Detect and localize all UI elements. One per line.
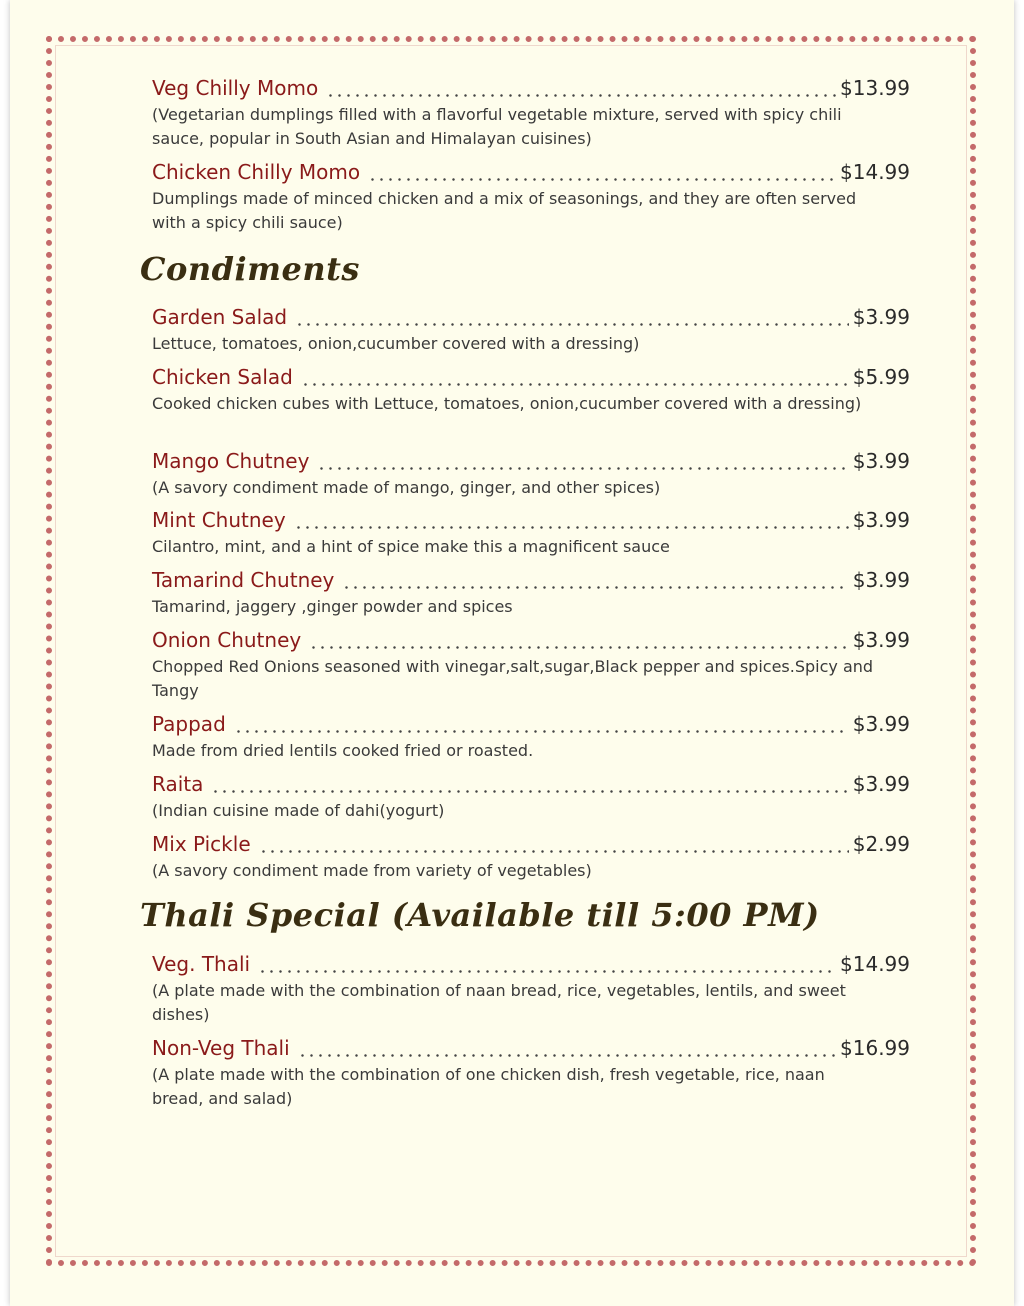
item-description: (A savory condiment made from variety of vegetables) bbox=[152, 861, 592, 880]
menu-item bbox=[152, 628, 910, 703]
item-price: $3.99 bbox=[852, 508, 910, 532]
item-name: Mango Chutney bbox=[152, 449, 310, 473]
item-price: $3.99 bbox=[852, 568, 910, 592]
item-description: Chopped Red Onions seasoned with vinegar,salt,sugar,Black pepper and spices.Spicy and Tangy bbox=[152, 657, 874, 700]
menu-item bbox=[152, 952, 910, 1027]
dot-leader bbox=[326, 94, 836, 97]
item-price: $16.99 bbox=[840, 1036, 910, 1060]
menu-page bbox=[10, 0, 1014, 1306]
item-description: (A plate made with the combination of naan bread, rice, vegetables, lentils, and sweet dishes) bbox=[152, 981, 846, 1024]
item-name: Tamarind Chutney bbox=[152, 568, 335, 592]
menu-item bbox=[152, 449, 910, 500]
menu-item bbox=[152, 772, 910, 823]
dot-leader bbox=[259, 850, 849, 853]
item-price: $13.99 bbox=[840, 76, 910, 100]
dot-leader bbox=[298, 1054, 836, 1057]
menu-item bbox=[152, 712, 910, 763]
item-name: Onion Chutney bbox=[152, 628, 302, 652]
item-description: Lettuce, tomatoes, onion,cucumber covered with a dressing) bbox=[152, 334, 640, 353]
item-price: $3.99 bbox=[852, 449, 910, 473]
item-description: Tamarind, jaggery ,ginger powder and spices bbox=[152, 597, 513, 616]
dot-leader bbox=[295, 323, 849, 326]
item-price: $3.99 bbox=[852, 712, 910, 736]
menu-item bbox=[152, 832, 910, 883]
dot-leader bbox=[294, 526, 849, 529]
dot-leader bbox=[301, 383, 849, 386]
item-price: $14.99 bbox=[840, 952, 910, 976]
item-price: $3.99 bbox=[852, 772, 910, 796]
menu-item bbox=[152, 160, 910, 235]
item-name: Veg Chilly Momo bbox=[152, 76, 319, 100]
item-description: Made from dried lentils cooked fried or roasted. bbox=[152, 741, 534, 760]
item-price: $3.99 bbox=[852, 628, 910, 652]
menu-item bbox=[152, 76, 910, 151]
menu-item bbox=[152, 305, 910, 356]
item-name: Non-Veg Thali bbox=[152, 1036, 290, 1060]
item-description: Cooked chicken cubes with Lettuce, tomatoes, onion,cucumber covered with a dressing) bbox=[152, 394, 862, 413]
dot-leader bbox=[368, 178, 836, 181]
item-description: (A plate made with the combination of one chicken dish, fresh vegetable, rice, naan bread, and salad) bbox=[152, 1065, 825, 1108]
item-price: $3.99 bbox=[852, 305, 910, 329]
menu-item bbox=[152, 365, 910, 416]
item-description: Cilantro, mint, and a hint of spice make this a magnificent sauce bbox=[152, 537, 670, 556]
menu-item bbox=[152, 508, 910, 559]
menu-item bbox=[152, 568, 910, 619]
section-title-condiments: Condiments bbox=[140, 250, 360, 288]
dot-leader bbox=[317, 467, 848, 470]
item-description: (A savory condiment made of mango, ginger, and other spices) bbox=[152, 478, 661, 497]
item-name: Raita bbox=[152, 772, 204, 796]
dot-leader bbox=[258, 970, 836, 973]
item-name: Pappad bbox=[152, 712, 226, 736]
item-price: $14.99 bbox=[840, 160, 910, 184]
item-name: Garden Salad bbox=[152, 305, 288, 329]
item-name: Mix Pickle bbox=[152, 832, 251, 856]
dot-leader bbox=[309, 646, 849, 649]
item-description: (Vegetarian dumplings filled with a flavorful vegetable mixture, served with spicy chili sauce, popular in South Asian and Himalayan cuisines) bbox=[152, 105, 842, 148]
section-title-thali-special: Thali Special (Available till 5:00 PM) bbox=[140, 896, 820, 934]
item-name: Mint Chutney bbox=[152, 508, 286, 532]
item-name: Chicken Salad bbox=[152, 365, 293, 389]
item-name: Chicken Chilly Momo bbox=[152, 160, 361, 184]
dot-leader bbox=[234, 730, 849, 733]
menu-item bbox=[152, 1036, 910, 1111]
item-description: Dumplings made of minced chicken and a mix of seasonings, and they are often served with a spicy chili sauce) bbox=[152, 189, 857, 232]
dot-leader bbox=[211, 790, 848, 793]
item-name: Veg. Thali bbox=[152, 952, 251, 976]
item-price: $5.99 bbox=[852, 365, 910, 389]
item-description: (Indian cuisine made of dahi(yogurt) bbox=[152, 801, 445, 820]
item-price: $2.99 bbox=[852, 832, 910, 856]
dot-leader bbox=[342, 586, 848, 589]
